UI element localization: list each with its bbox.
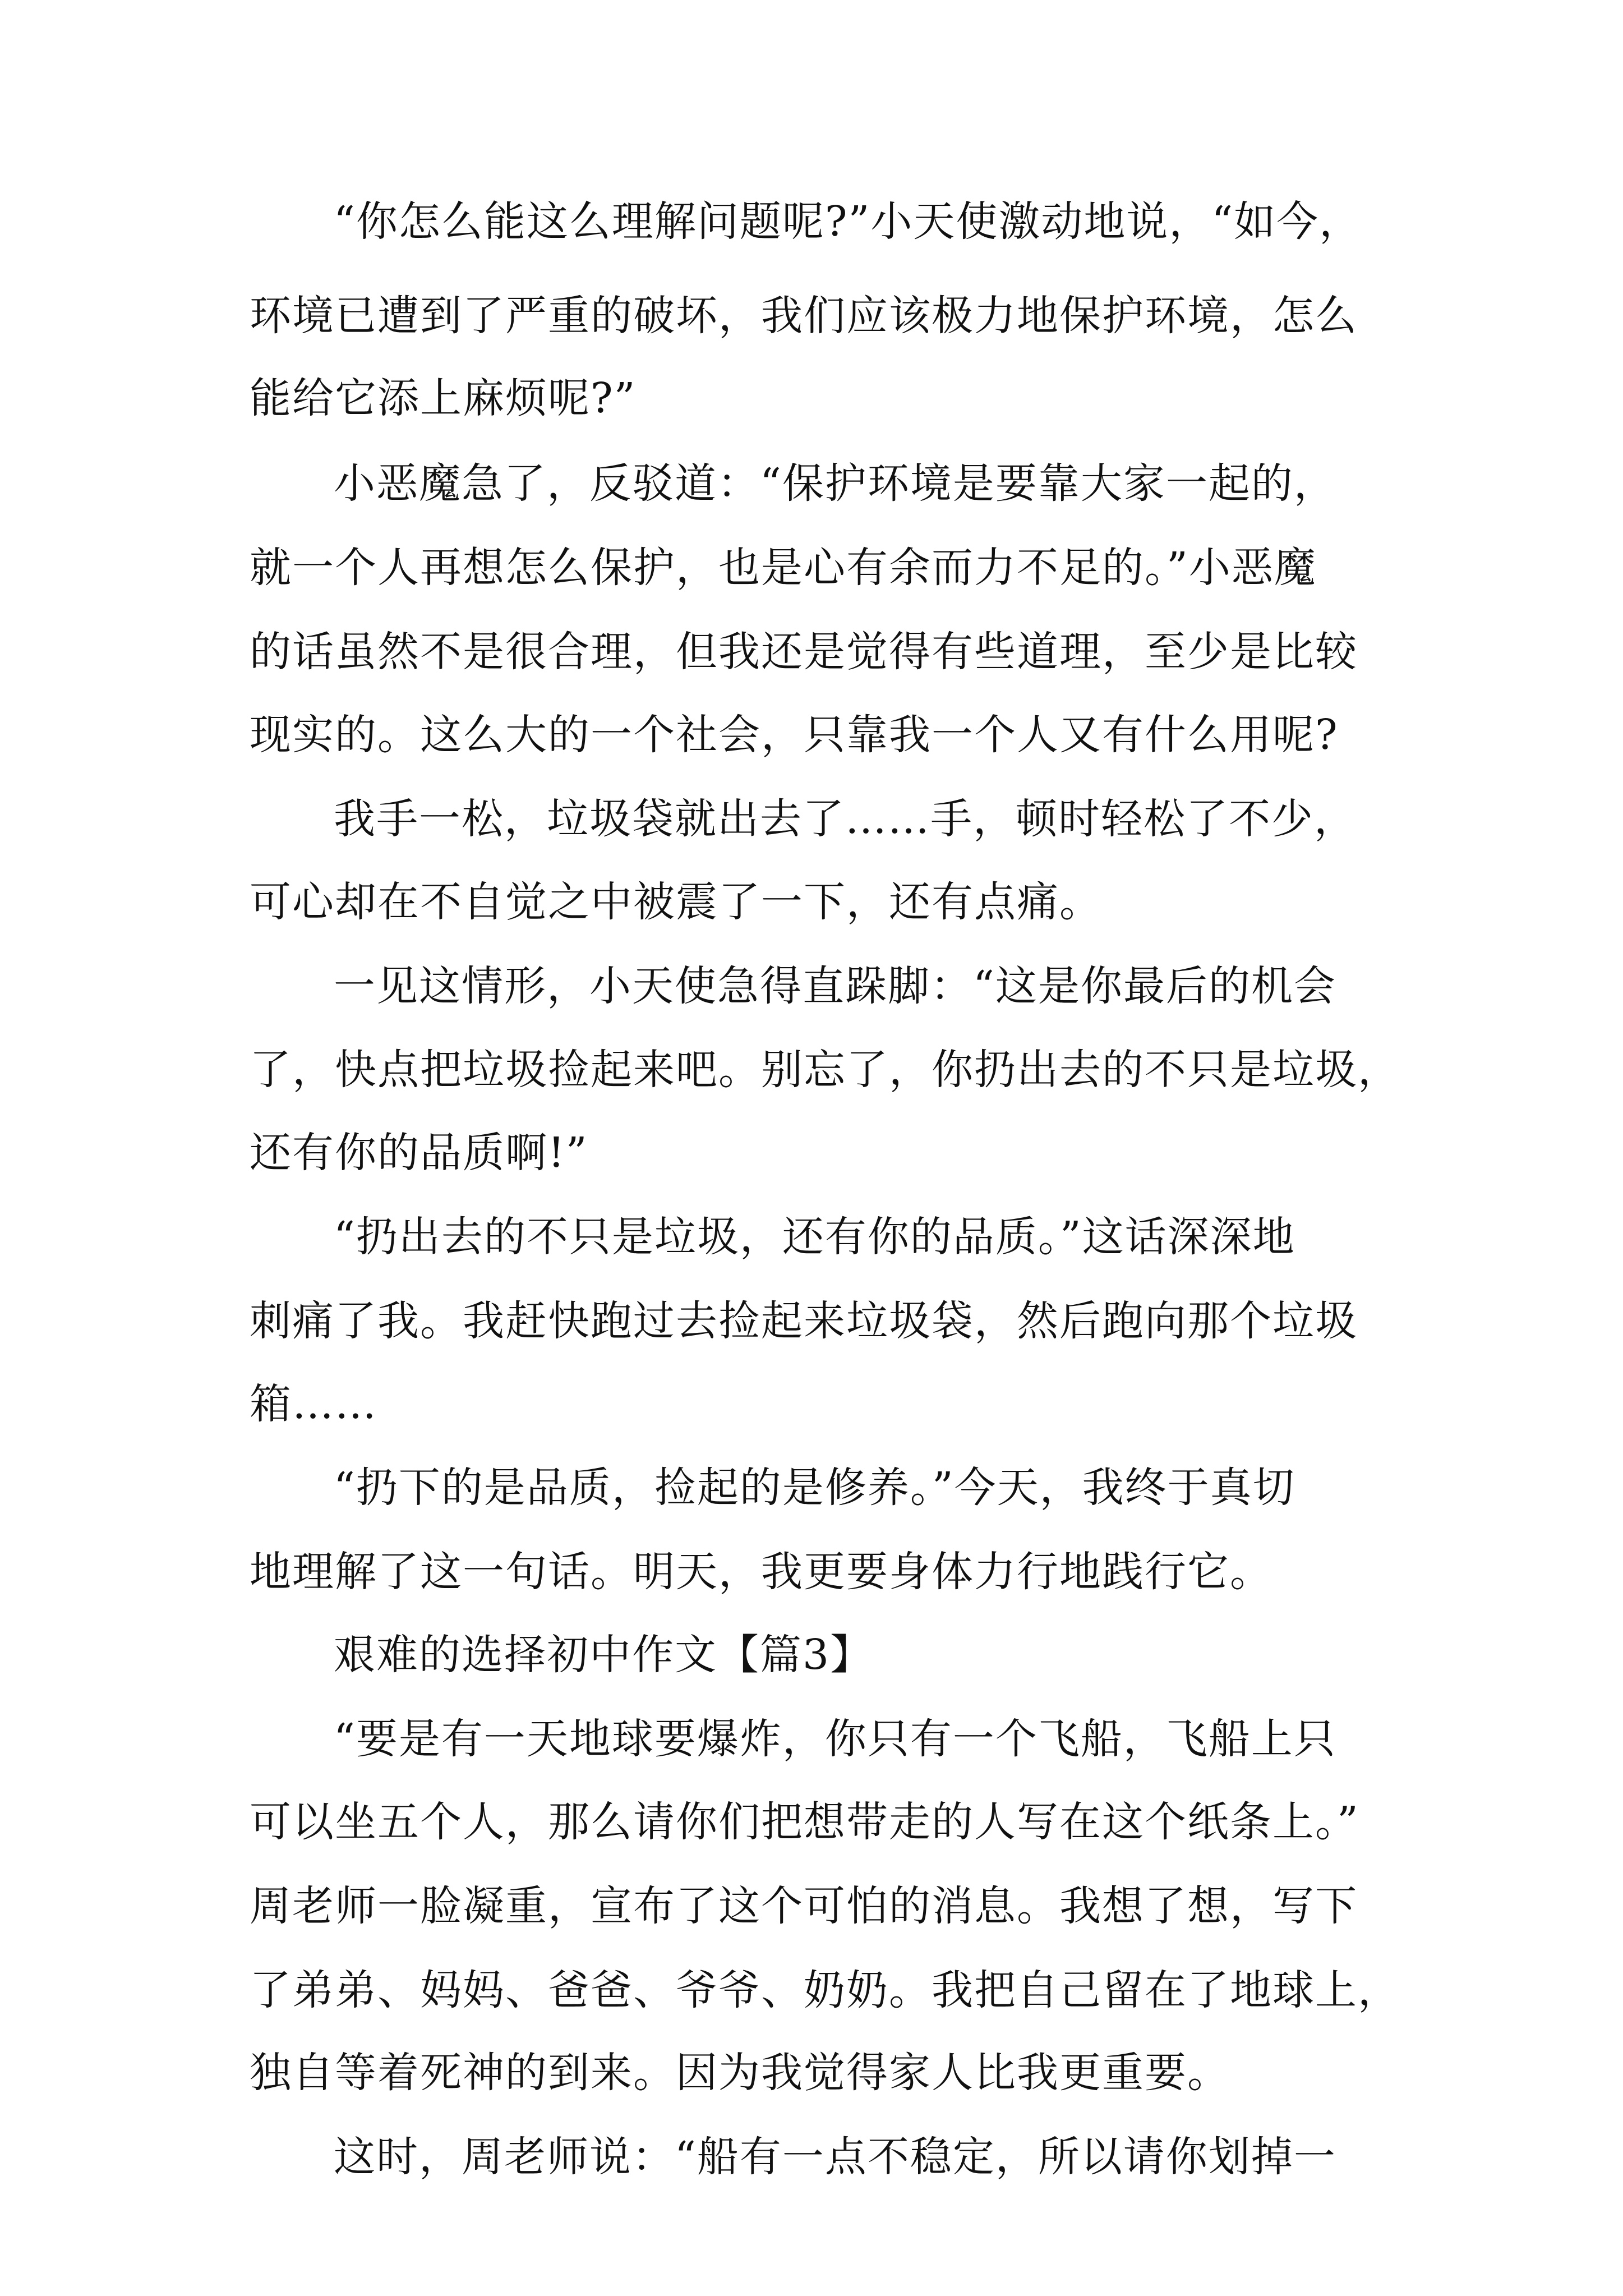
text-line: 小恶魔急了，反驳道：“保护环境是要靠大家一起的， [334,459,1336,508]
text-line: 这时，周老师说：“船有一点不稳定，所以请你划掉一 [334,2133,1336,2181]
text-line: 可心却在不自觉之中被震了一下，还有点痛。 [250,878,1102,926]
text-line: 还有你的品质啊!” [250,1129,588,1177]
text-line: 箱…… [250,1380,377,1428]
text-line: 一见这情形，小天使急得直跺脚：“这是你最后的机会 [334,962,1336,1010]
text-line: 就一个人再想怎么保护，也是心有余而力不足的。”小恶魔 [250,544,1317,592]
text-line: 了，快点把垃圾捡起来吧。别忘了，你扔出去的不只是垃圾， [250,1046,1400,1094]
text-line: 能给它添上麻烦呢?” [250,374,637,422]
text-line: 周老师一脸凝重，宣布了这个可怕的消息。我想了想，写下 [250,1882,1358,1930]
text-line: 独自等着死神的到来。因为我觉得家人比我更重要。 [250,2049,1230,2097]
section-heading: 艰难的选择初中作文【篇3】 [334,1631,873,1679]
text-line: 我手一松，垃圾袋就出去了……手，顿时轻松了不少， [334,795,1357,843]
text-line: 环境已遭到了严重的破坏，我们应该极力地保护环境，怎么 [250,292,1358,340]
text-line: 可以坐五个人，那么请你们把想带走的人写在这个纸条上。” [250,1798,1359,1846]
text-line: “扔下的是品质，捡起的是修养。”今天，我终于真切 [334,1464,1295,1512]
text-line: 了弟弟、妈妈、爸爸、爷爷、奶奶。我把自己留在了地球上， [250,1966,1400,2014]
text-line: “要是有一天地球要爆炸，你只有一个飞船，飞船上只 [334,1715,1336,1763]
text-line: “你怎么能这么理解问题呢?”小天使激动地说，“如今， [334,197,1362,246]
text-line: 刺痛了我。我赶快跑过去捡起来垃圾袋，然后跑向那个垃圾 [250,1297,1358,1345]
text-line: 现实的。这么大的一个社会，只靠我一个人又有什么用呢? [250,711,1339,759]
text-line: “扔出去的不只是垃圾，还有你的品质。”这话深深地 [334,1213,1295,1261]
text-line: 地理解了这一句话。明天，我更要身体力行地践行它。 [250,1548,1272,1596]
text-line: 的话虽然不是很合理，但我还是觉得有些道理，至少是比较 [250,628,1358,676]
